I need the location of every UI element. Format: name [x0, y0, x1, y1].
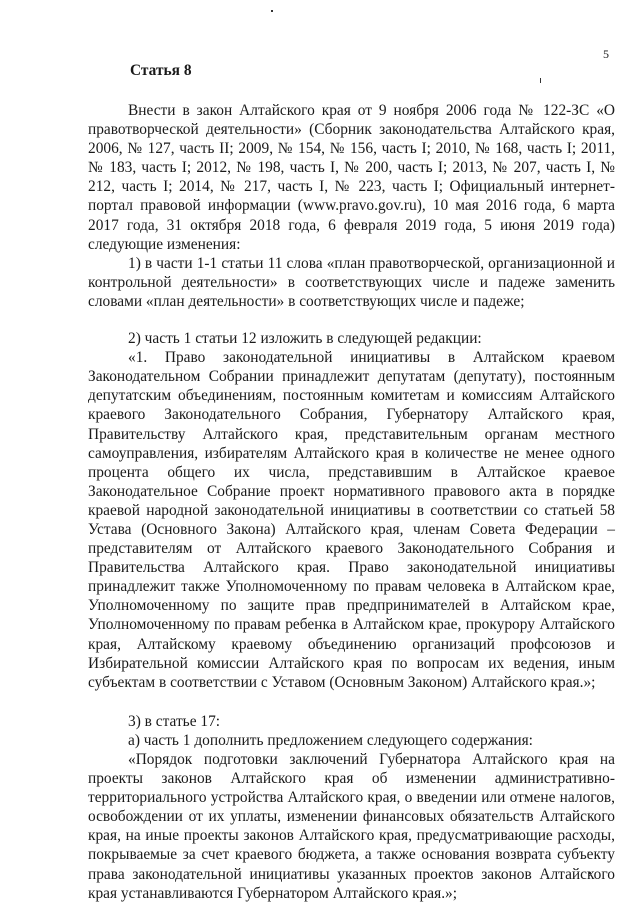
amendment-3a-text-paragraph: «Порядок подготовки заключений Губернатора Алтайского края на проекты законов Алтайского края об изменении административно-территориального устройства Алтайского края, о введении или отмене налогов, освобождении от их уплаты, изменении финансовых обязательств Алтайского края, на иные проекты законов Алтайского края, предусматривающие расходы, покрываемые за счет краевого бюджета, а также основания возврата субъекту права законодательной инициативы указанных проектов законов Алтайского края устанавливаются Губернатором Алтайского края.»;: [88, 751, 615, 902]
intro-paragraph: Внести в закон Алтайского края от 9 ноября 2006 года № 122-ЗС «О правотворческой деятельности» (Сборник законодательства Алтайского края, 2006, № 127, часть II; 2009, № 154, № 156, часть I; 2010, № 168, часть I; 2011, № 183, часть I; 2012, № 198, часть I, № 200, часть I; 2013, № 207, часть I, № 212, часть I; 2014, № 217, часть I, № 223, часть I; Официальный интернет-портал правовой информации (www.pravo.gov.ru), 10 мая 2016 года, 6 марта 2017 года, 31 октября 2018 года, 6 февраля 2019 года, 5 июня 2019 года) следующие изменения:: [88, 102, 615, 253]
amendment-1-paragraph: 1) в части 1-1 статьи 11 слова «план правотворческой, организационной и контрольной деятельности» в соответствующих числе и падеже заменить словами «план деятельности» в соответствующих числе и падеже;: [88, 254, 615, 310]
page-number: 5: [603, 47, 609, 61]
amendment-3a-paragraph: а) часть 1 дополнить предложением следующего содержания:: [128, 731, 533, 749]
scan-artifact: [540, 78, 541, 83]
article-12-text-paragraph: «1. Право законодательной инициативы в Алтайском краевом Законодательном Собрании принадлежит депутатам (депутату), постоянным депутатским объединениям, постоянным комитетам и комиссиям Алтайского краевого Законодательного Собрания, Губернатору Алтайского края, Правительству Алтайского края, представительным органам местного самоуправления, избирателям Алтайского края в количестве не менее одного процента общего их числа, представившим в Алтайское краевое Законодательное Собрание проект нормативного правового акта в порядке краевой народной законодательной инициативы в соответствии со статьей 58 Устава (Основного Закона) Алтайского края, членам Совета Федерации – представителям от Алтайского краевого Законодательного Собрания и Правительства Алтайского края. Право законодательной инициативы принадлежит также Уполномоченному по правам человека в Алтайском крае, Уполномоченному по защите прав предпринимателей в Алтайском крае, Уполномоченному по правам ребенка в Алтайском крае, прокурору Алтайского края, Алтайскому краевому объединению организаций профсоюзов и Избирательной комиссии Алтайского края по вопросам их ведения, иным субъектам в соответствии с Уставом (Основным Законом) Алтайского края.»;: [88, 349, 615, 691]
article-title: Статья 8: [130, 62, 192, 79]
document-body: [88, 101, 615, 903]
amendment-3-paragraph: 3) в статье 17:: [128, 712, 221, 730]
amendment-2-paragraph: 2) часть 1 статьи 12 изложить в следующей редакции:: [128, 330, 482, 348]
scan-artifact: [271, 10, 273, 12]
